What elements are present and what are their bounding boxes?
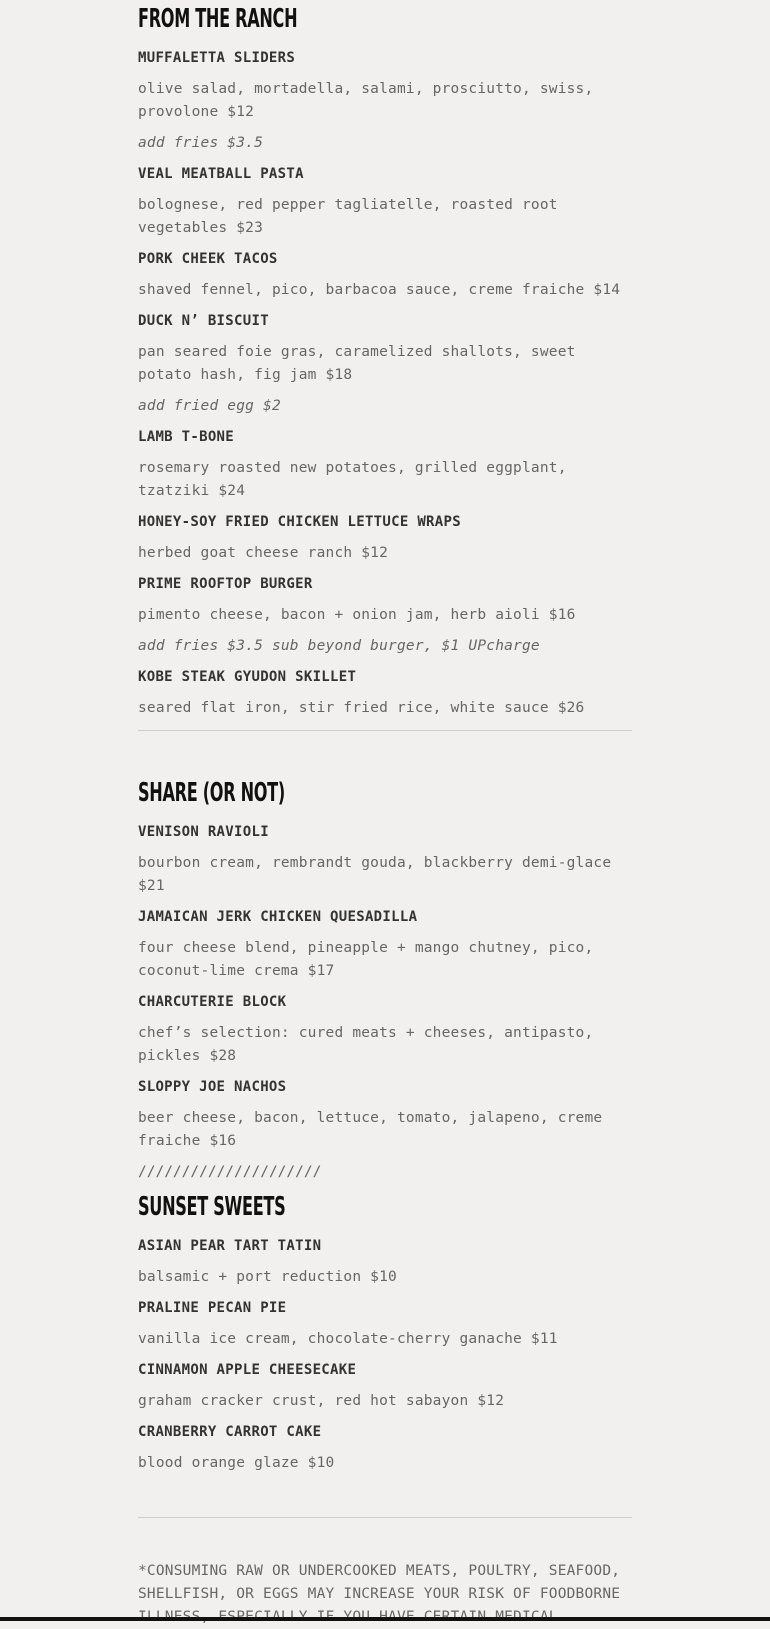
menu-item-note — [138, 635, 632, 658]
item-name: CHARCUTERIE BLOCK — [138, 994, 287, 1010]
menu-item-note — [138, 395, 632, 418]
menu-item — [138, 573, 632, 596]
item-desc: chef’s selection: cured meats + cheeses, antipasto, pickles $28 — [138, 1025, 594, 1064]
item-desc: herbed goat cheese ranch $12 — [138, 545, 389, 561]
disclaimer-text: *CONSUMING RAW OR UNDERCOOKED MEATS, POULTRY, SEAFOOD, SHELLFISH, OR EGGS MAY INCREASE YOUR RISK OF FOODBORNE — [138, 1563, 621, 1602]
menu-item — [138, 991, 632, 1014]
item-desc: graham cracker crust, red hot sabayon $12 — [138, 1393, 505, 1409]
menu-item — [138, 1076, 632, 1099]
item-desc: pimento cheese, bacon + onion jam, herb aioli $16 — [138, 607, 576, 623]
section-title-share: SHARE (OR NOT) — [138, 778, 285, 808]
menu-item-desc — [138, 604, 632, 627]
item-desc: vanilla ice cream, chocolate-cherry ganache $11 — [138, 1331, 558, 1347]
menu-item-desc — [138, 1390, 632, 1413]
item-note: add fries $3.5 — [138, 135, 264, 151]
item-name: DUCK N’ BISCUIT — [138, 313, 269, 329]
item-desc: rosemary roasted new potatoes, grilled eggplant, tzatziki $24 — [138, 460, 567, 499]
item-name: JAMAICAN JERK CHICKEN QUESADILLA — [138, 909, 418, 925]
item-name: LAMB T-BONE — [138, 429, 235, 445]
item-desc: shaved fennel, pico, barbacoa sauce, creme fraiche $14 — [138, 282, 621, 298]
menu-item-desc — [138, 1328, 632, 1351]
item-name: CRANBERRY CARROT CAKE — [138, 1424, 322, 1440]
menu-item — [138, 426, 632, 449]
menu-item-desc — [138, 852, 632, 898]
item-note: add fries $3.5 sub beyond burger, $1 UPcharge — [138, 638, 540, 654]
bottom-bar — [0, 1617, 770, 1621]
item-desc: bolognese, red pepper tagliatelle, roasted root vegetables $23 — [138, 197, 558, 236]
menu-item-desc — [138, 341, 632, 387]
item-desc: beer cheese, bacon, lettuce, tomato, jalapeno, creme fraiche $16 — [138, 1110, 603, 1149]
menu-item-desc — [138, 457, 632, 503]
menu-item — [138, 1297, 632, 1320]
item-desc: bourbon cream, rembrandt gouda, blackberry demi-glace $21 — [138, 855, 612, 894]
section-ranch — [138, 4, 632, 34]
menu-item — [138, 248, 632, 271]
item-desc: blood orange glaze $10 — [138, 1455, 335, 1471]
item-desc: pan seared foie gras, caramelized shallots, sweet potato hash, fig jam $18 — [138, 344, 576, 383]
item-name: MUFFALETTA SLIDERS — [138, 50, 296, 66]
section-title-sweets: SUNSET SWEETS — [138, 1192, 286, 1222]
item-desc: olive salad, mortadella, salami, prosciutto, swiss, provolone $12 — [138, 81, 594, 120]
item-name: PRALINE PECAN PIE — [138, 1300, 287, 1316]
menu-item — [138, 163, 632, 186]
menu-item — [138, 906, 632, 929]
section-sweets — [138, 1192, 632, 1222]
menu-item-desc — [138, 1022, 632, 1068]
item-desc: balsamic + port reduction $10 — [138, 1269, 397, 1285]
menu-item-desc — [138, 542, 632, 565]
slash-divider-text: ///////////////////// — [138, 1164, 322, 1180]
section-divider — [138, 1517, 632, 1518]
item-note: add fried egg $2 — [138, 398, 281, 414]
item-name: PRIME ROOFTOP BURGER — [138, 576, 313, 592]
menu-item-desc — [138, 1452, 632, 1475]
menu-item — [138, 666, 632, 689]
item-name: PORK CHEEK TACOS — [138, 251, 278, 267]
menu-item — [138, 511, 632, 534]
menu-item-desc — [138, 937, 632, 983]
item-name: SLOPPY JOE NACHOS — [138, 1079, 287, 1095]
menu-item-desc — [138, 1107, 632, 1153]
item-desc: seared flat iron, stir fried rice, white sauce $26 — [138, 700, 585, 716]
item-name: ASIAN PEAR TART TATIN — [138, 1238, 322, 1254]
item-name: CINNAMON APPLE CHEESECAKE — [138, 1362, 357, 1378]
section-divider — [138, 730, 632, 731]
slash-divider — [138, 1161, 632, 1184]
section-title-ranch: FROM THE RANCH — [138, 4, 298, 34]
item-name: HONEY-SOY FRIED CHICKEN LETTUCE WRAPS — [138, 514, 461, 530]
item-desc: four cheese blend, pineapple + mango chutney, pico, coconut-lime crema $17 — [138, 940, 594, 979]
item-name: KOBE STEAK GYUDON SKILLET — [138, 669, 357, 685]
item-name: VEAL MEATBALL PASTA — [138, 166, 304, 182]
menu-item — [138, 1421, 632, 1444]
menu-item-note — [138, 132, 632, 155]
menu-item-desc — [138, 194, 632, 240]
menu-item — [138, 1235, 632, 1258]
menu-item — [138, 47, 632, 70]
item-name: VENISON RAVIOLI — [138, 824, 269, 840]
menu-item-desc — [138, 697, 632, 720]
menu-item-desc — [138, 279, 632, 302]
menu-item — [138, 310, 632, 333]
menu-item-desc — [138, 78, 632, 124]
menu-item — [138, 821, 632, 844]
menu-item — [138, 1359, 632, 1382]
section-share — [138, 778, 632, 808]
menu-item-desc — [138, 1266, 632, 1289]
